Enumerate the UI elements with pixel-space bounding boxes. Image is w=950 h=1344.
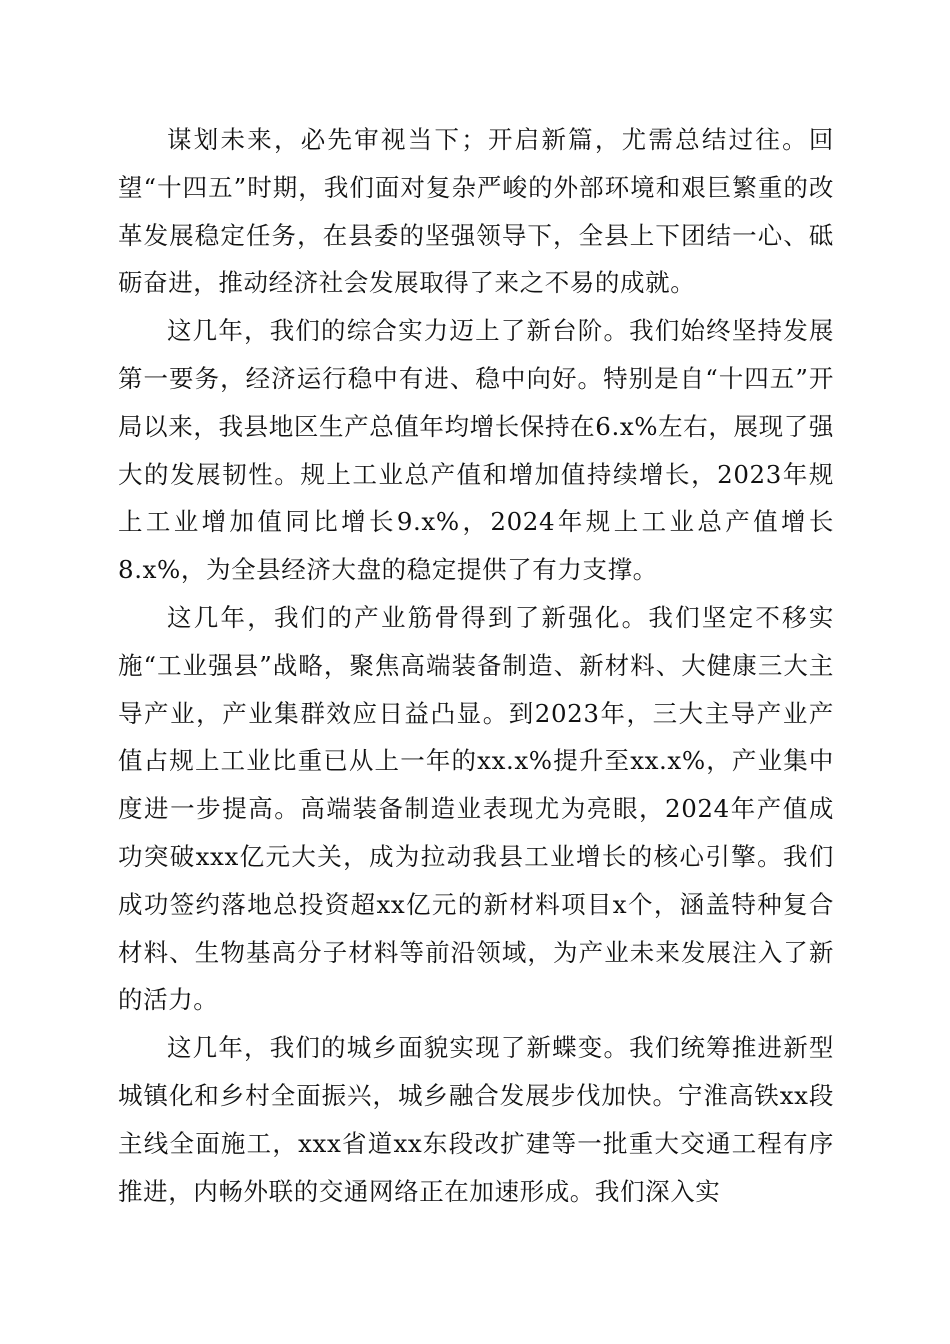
paragraph-urban-rural: 这几年，我们的城乡面貌实现了新蝶变。我们统筹推进新型城镇化和乡村全面振兴，城乡融合发展步伐加快。宁淮高铁xx段主线全面施工，xxx省道xx东段改扩建等一批重大交通工程有序推进，内畅外联的交通网络正在加速形成。我们深入实 bbox=[118, 1033, 834, 1206]
paragraph-industry: 这几年，我们的产业筋骨得到了新强化。我们坚定不移实施“工业强县”战略，聚焦高端装备制造、新材料、大健康三大主导产业，产业集群效应日益凸显。到2023年，三大主导产业产值占规上工业比重已从上一年的xx.x%提升至xx.x%，产业集中度进一步提高。高端装备制造业表现尤为亮眼，2024年产值成功突破xxx亿元大关，成为拉动我县工业增长的核心引擎。我们成功签约落地总投资超xx亿元的新材料项目x个，涵盖特种复合材料、生物基高分子材料等前沿领域，为产业未来发展注入了新的活力。 bbox=[118, 602, 834, 1015]
paragraph-intro: 谋划未来，必先审视当下；开启新篇，尤需总结过往。回望“十四五”时期，我们面对复杂严峻的外部环境和艰巨繁重的改革发展稳定任务，在县委的坚强领导下，全县上下团结一心、砥砺奋进，推动经济社会发展取得了来之不易的成就。 bbox=[118, 125, 834, 298]
paragraph-economic-strength: 这几年，我们的综合实力迈上了新台阶。我们始终坚持发展第一要务，经济运行稳中有进、稳中向好。特别是自“十四五”开局以来，我县地区生产总值年均增长保持在6.x%左右，展现了强大的发展韧性。规上工业总产值和增加值持续增长，2023年规上工业增加值同比增长9.x%，2024年规上工业总产值增长8.x%，为全县经济大盘的稳定提供了有力支撑。 bbox=[118, 316, 834, 585]
document-body bbox=[118, 116, 834, 1215]
